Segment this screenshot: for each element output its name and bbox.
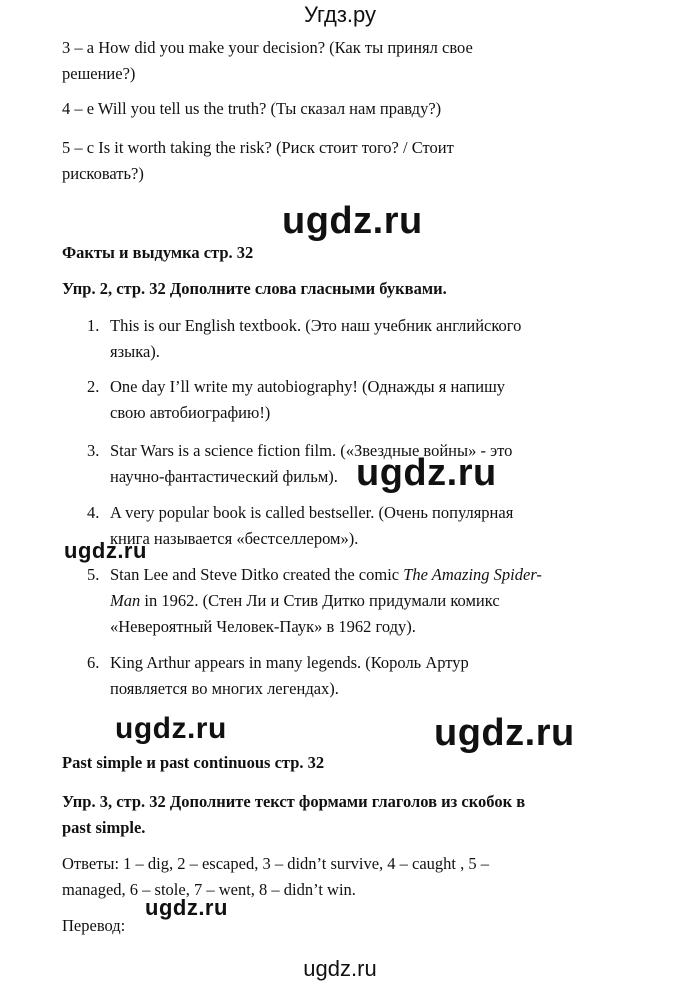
section-title-facts: Факты и выдумка стр. 32 <box>62 243 254 262</box>
exercise-2-heading: Упр. 2, стр. 32 Дополните слова гласными буквами. <box>62 279 447 298</box>
list-number: 3. <box>87 441 100 460</box>
section-title-past-simple: Past simple и past continuous стр. 32 <box>62 753 325 772</box>
list-item <box>87 500 610 552</box>
list-item <box>87 438 610 490</box>
answers-line1: Ответы: 1 – dig, 2 – escaped, 3 – didn’t survive, 4 – caught , 5 – <box>62 854 489 873</box>
list-number: 1. <box>87 316 100 335</box>
list-item <box>87 650 610 702</box>
intro-answer-3-line1: 3 – a How did you make your decision? (Как ты принял свое <box>62 38 473 57</box>
intro-answer-5-line1: 5 – c Is it worth taking the risk? (Риск стоит того? / Стоит <box>62 138 454 157</box>
intro-answer-3-line2: решение?) <box>62 64 136 83</box>
exercise-3-heading-line2: past simple. <box>62 818 146 837</box>
list-text: This is our English textbook. (Это наш учебник английского языка). <box>110 316 522 361</box>
list-item <box>87 562 610 640</box>
watermark: ugdz.ru <box>64 538 147 563</box>
intro-answer-5-line2: рисковать?) <box>62 164 144 183</box>
list-text: Star Wars is a science fiction film. («Звездные войны» - это научно-фантастический фильм). <box>110 441 513 486</box>
list-text: One day I’ll write my autobiography! (Однажды я напишу свою автобиографию!) <box>110 377 506 422</box>
site-header: Угдз.ру <box>303 2 377 27</box>
translation-label: Перевод: <box>62 916 126 935</box>
list-text: Stan Lee and Steve Ditko created the comic The Amazing Spider- Man in 1962. (Стен Ли и Стив Дитко придумали комикс «Невероятный Человек-Паук» в 1962 году). <box>110 565 542 636</box>
site-footer: ugdz.ru <box>303 956 377 981</box>
exercise-3-heading-line1: Упр. 3, стр. 32 Дополните текст формами глаголов из скобок в <box>62 792 526 811</box>
list-item <box>87 313 610 365</box>
watermark: ugdz.ru <box>282 200 423 242</box>
list-number: 4. <box>87 503 100 522</box>
watermark: ugdz.ru <box>145 895 228 920</box>
watermark: ugdz.ru <box>115 712 227 745</box>
intro-answer-4: 4 – e Will you tell us the truth? (Ты сказал нам правду?) <box>62 99 442 118</box>
list-text: King Arthur appears in many legends. (Король Артур появляется во многих легендах). <box>110 653 469 698</box>
list-number: 2. <box>87 377 100 396</box>
list-item <box>87 374 610 426</box>
list-number: 5. <box>87 565 100 584</box>
watermark: ugdz.ru <box>434 712 575 754</box>
watermark: ugdz.ru <box>356 452 497 494</box>
list-number: 6. <box>87 653 100 672</box>
answers-line2: managed, 6 – stole, 7 – went, 8 – didn’t win. <box>62 880 356 899</box>
list-text: A very popular book is called bestseller. (Очень популярная книга называется «бестселлером»). <box>110 503 514 548</box>
